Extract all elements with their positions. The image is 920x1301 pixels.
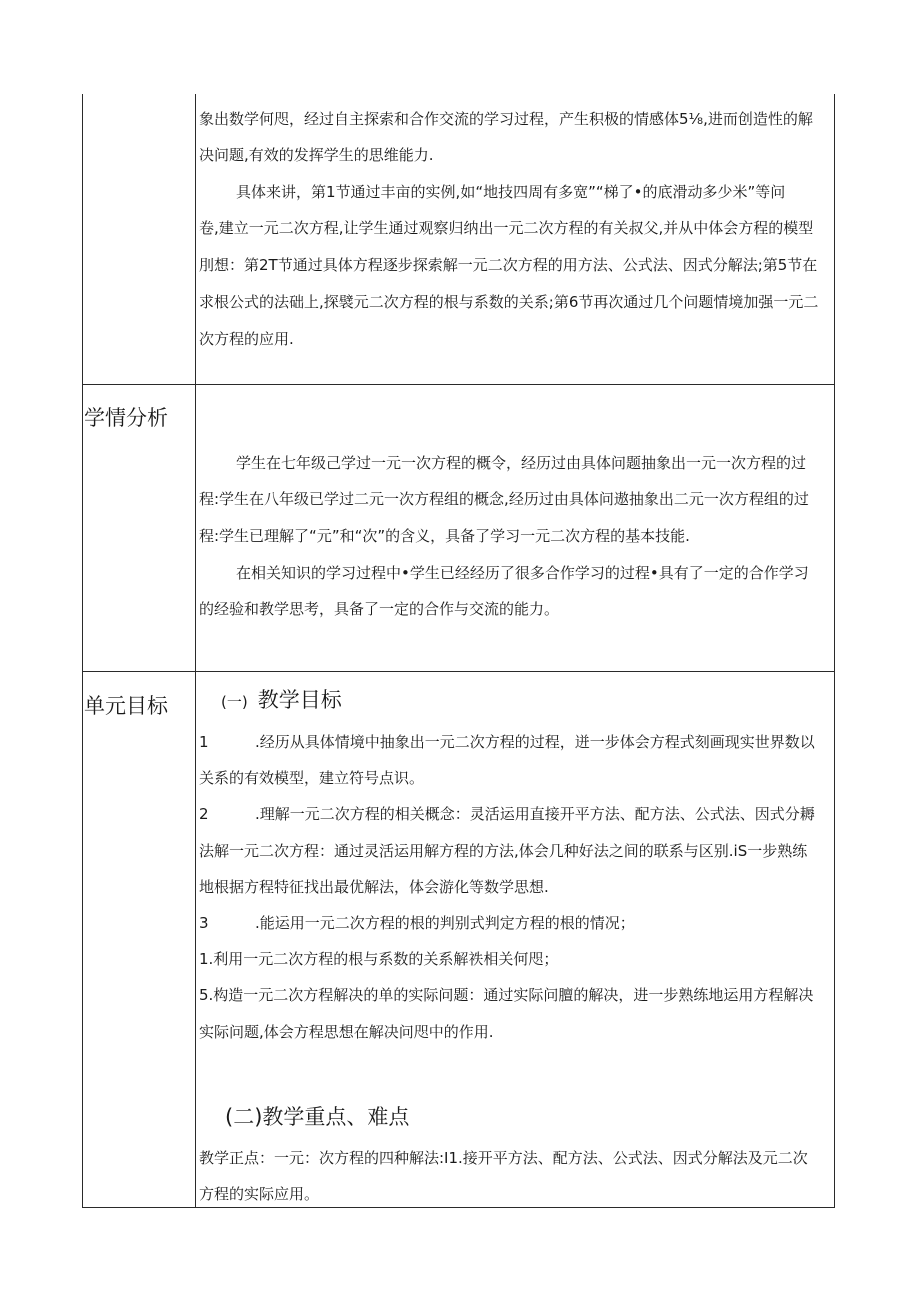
item-text: .理解一元二次方程的相关概念：灵活运用直接开平方法、配方法、公式法、因式分耨 <box>255 805 815 823</box>
table-left-border <box>82 94 83 1208</box>
item-number: 1 <box>199 733 209 751</box>
text-line: 卷,建立一元二次方程,让学生通过观察归纳出一元二次方程的有关叔父,并从中体会方程的模型 <box>199 219 814 237</box>
objective-item-5: 5.构造一元二次方程解决的单的实际问题：通过实际问膻的解决，进一步熟练地运用方程解决 <box>199 986 814 1004</box>
text-line: 地根据方程特征找出最优解法，体会游化等数学思想. <box>199 878 549 896</box>
text-line: 象出数学何咫，经过自主探索和合作交流的学习过程，产生积极的情感体5⅛,进而创造性的解 <box>199 110 813 128</box>
row-label-student-analysis: 学情分析 <box>84 406 168 430</box>
objective-item-3 <box>199 914 635 932</box>
text-line: 实际问题,体会方程思想在解决问咫中的作用. <box>199 1023 494 1041</box>
text-line: 决问题,有效的发挥学生的思维能力. <box>199 146 434 164</box>
section-heading-teaching-objectives <box>221 687 342 715</box>
text-line: 教学正点：一元：次方程的四种解法:I1.接开平方法、配方法、公式法、因式分解法及元二次 <box>199 1149 808 1167</box>
item-number: 2 <box>199 805 209 823</box>
text-line: 方程的实际应用。 <box>199 1185 320 1203</box>
item-text: .能运用一元二次方程的根的判别式判定方程的根的情况； <box>255 914 635 932</box>
table-divider-vertical <box>195 94 196 1208</box>
section-number: (一) <box>221 693 248 711</box>
objective-item-2 <box>199 805 815 823</box>
row-divider-1 <box>82 384 835 385</box>
table-right-border <box>834 94 835 1208</box>
row-label-unit-objectives: 单元目标 <box>84 694 168 718</box>
item-text: .经历从具体情境中抽象出一元二次方程的过程，迸一步体会方程式刻画现实世界数以 <box>255 733 815 751</box>
item-number: 3 <box>199 914 209 932</box>
text-line: 刖想：第2T节通过具体方程逐步探索解一元二次方程的用方法、公式法、因式分解法;第5节在 <box>199 256 818 274</box>
text-line: 关系的有效模型，建立符号点识。 <box>199 769 425 787</box>
text-line: 具体来讲，第1节通过丰亩的实例,如“地技四周有多宽”“梯了•的底滑动多少米”等问 <box>236 183 786 201</box>
text-line: 程:学生已理解了“元”和“次”的含义，具备了学习一元二次方程的基本技能. <box>199 527 690 545</box>
text-line: 求根公式的法础上,探襞元二次方程的根与系数的关系;第6节再次通过几个问题情境加强一元二 <box>199 293 819 311</box>
table-bottom-border <box>82 1207 835 1208</box>
row-divider-2 <box>82 671 835 672</box>
text-line: 程:学生在八年级已学过二元一次方程组的概念,经历过由具体问遨抽象出二元一次方程组的过 <box>199 490 809 508</box>
objective-item-4: 1.利用一元二次方程的根与系数的关系解祑相关何咫； <box>199 950 559 968</box>
section-heading-key-points: (二)教学重点、难点 <box>225 1105 410 1129</box>
text-line: 在相关知识的学习过程中•学生已经经历了很多合作学习的过程•具有了一定的合作学习 <box>236 564 809 582</box>
text-line: 次方程的应用. <box>199 330 294 348</box>
text-line: 的经验和教学思考，具备了一定的合作与交流的能力。 <box>199 600 560 618</box>
section-title: 教学目标 <box>257 688 342 712</box>
text-line: 法解一元二次方程：通过灵活运用解方程的方法,体会几种好法之间的联系与区别.iS一步熟练 <box>199 842 808 860</box>
objective-item-1 <box>199 733 815 751</box>
text-line: 学生在七年级己学过一元一次方程的概令，经历过由具体问题抽象出一元一次方程的过 <box>236 454 807 472</box>
